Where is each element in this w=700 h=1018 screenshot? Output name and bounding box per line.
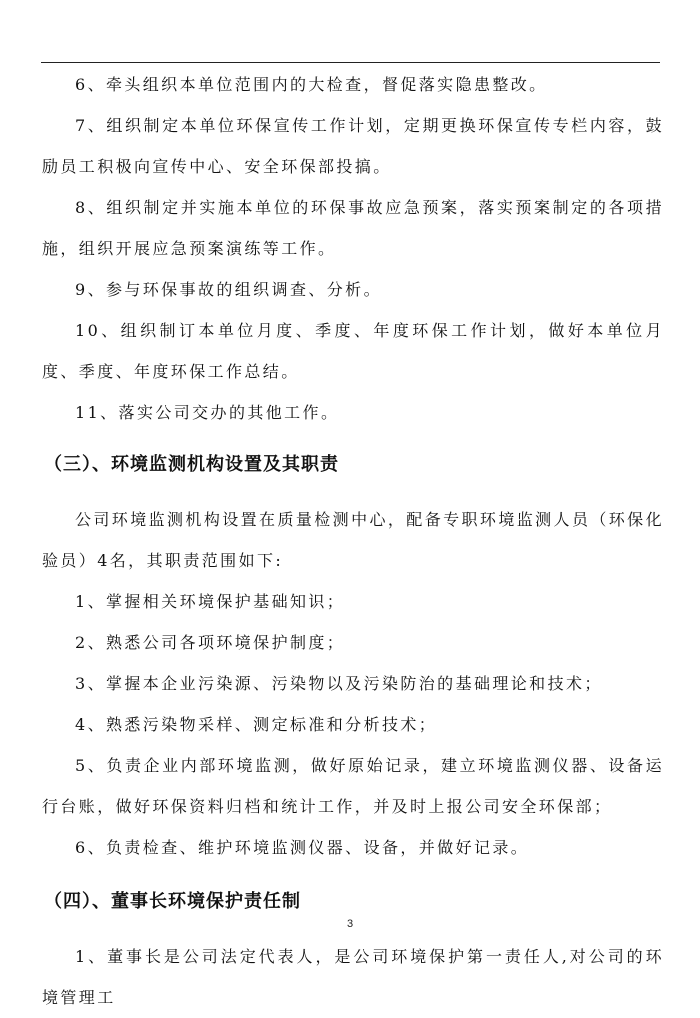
monitoring-item-6: 6、负责检查、维护环境监测仪器、设备，并做好记录。	[75, 838, 530, 857]
monitoring-item-4: 4、熟悉污染物采样、测定标准和分析技术；	[75, 715, 438, 734]
monitoring-item-3: 3、掌握本企业污染源、污染物以及污染防治的基础理论和技术；	[75, 674, 603, 693]
page-number: 3	[346, 918, 354, 930]
monitoring-item-2: 2、熟悉公司各项环境保护制度；	[75, 633, 346, 652]
section-heading-chairman: （四）、董事长环境保护责任制	[44, 891, 301, 912]
duty-item-8: 8、组织制定并实施本单位的环保事故应急预案，落实预案制定的各项措施，组织开展应急预案演练等工作。	[42, 198, 664, 258]
duty-item-6: 6、牵头组织本单位范围内的大检查，督促落实隐患整改。	[75, 75, 548, 94]
duty-item-10: 10、组织制订本单位月度、季度、年度环保工作计划，做好本单位月度、季度、年度环保工作总结。	[42, 321, 664, 381]
monitoring-item-5: 5、负责企业内部环境监测，做好原始记录，建立环境监测仪器、设备运行台账，做好环保资料归档和统计工作，并及时上报公司安全环保部；	[42, 756, 664, 816]
duty-item-11: 11、落实公司交办的其他工作。	[75, 403, 340, 422]
monitoring-intro: 公司环境监测机构设置在质量检测中心，配备专职环境监测人员（环保化验员）4名，其职责范围如下:	[42, 510, 664, 570]
chairman-item-1: 1、董事长是公司法定代表人，是公司环境保护第一责任人,对公司的环境管理工	[42, 947, 664, 1007]
section-heading-monitoring: （三）、环境监测机构设置及其职责	[44, 454, 339, 475]
duty-item-9: 9、参与环保事故的组织调查、分析。	[75, 280, 382, 299]
duty-item-7: 7、组织制定本单位环保宣传工作计划，定期更换环保宣传专栏内容，鼓励员工积极向宣传中心、安全环保部投搞。	[42, 116, 664, 176]
header-rule	[41, 62, 660, 63]
document-body	[42, 64, 664, 1018]
monitoring-item-1: 1、掌握相关环境保护基础知识；	[75, 592, 346, 611]
